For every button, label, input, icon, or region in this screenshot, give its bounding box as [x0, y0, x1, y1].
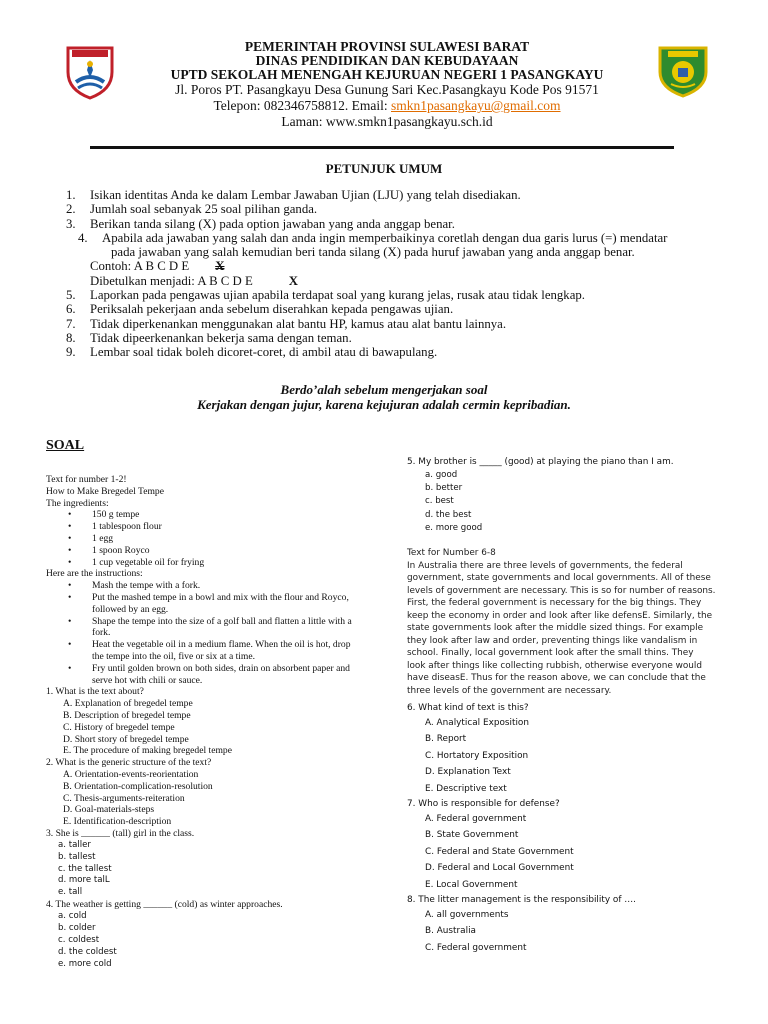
answer-option[interactable]: d. the best: [425, 509, 472, 520]
question-2: 2. What is the generic structure of the text?: [46, 757, 212, 769]
question-5: 5. My brother is _____ (good) at playing the piano than I am.: [407, 457, 674, 467]
ingredient-item: • 1 cup vegetable oil for frying: [46, 557, 386, 569]
answer-option[interactable]: a. cold: [58, 911, 87, 922]
step-item: • Shape the tempe into the size of a golf ball and flatten a little with a fork.: [46, 616, 362, 640]
question-1: 1. What is the text about?: [46, 686, 144, 698]
email-link[interactable]: smkn1pasangkayu@gmail.com: [391, 98, 561, 113]
answer-option[interactable]: E. Identification-description: [63, 816, 172, 828]
answer-option[interactable]: A. Federal government: [425, 814, 527, 825]
answer-option[interactable]: E. Descriptive text: [425, 783, 507, 794]
instruction-item: 1. Isikan identitas Anda ke dalam Lembar Jawaban Ujian (LJU) yang telah disediakan.: [66, 188, 521, 202]
answer-option[interactable]: C. Hortatory Exposition: [425, 750, 529, 761]
answer-option[interactable]: D. Federal and Local Government: [425, 863, 574, 874]
answer-option[interactable]: e. more good: [425, 522, 483, 533]
header-divider: [90, 146, 674, 149]
answer-option[interactable]: a. taller: [58, 839, 91, 850]
question-7: 7. Who is responsible for defense?: [407, 799, 560, 810]
text-intro: Text for number 1-2!: [46, 474, 127, 485]
corrected-line: [66, 274, 706, 288]
corrected-label: Dibetulkan menjadi: A B C D E: [90, 273, 253, 288]
question-8: 8. The litter management is the responsibility of ….: [407, 895, 636, 906]
ingredient-item: • 1 spoon Royco: [46, 545, 386, 557]
instruction-item: 9. Lembar soal tidak boleh dicoret-coret, di ambil atau di bawapulang.: [66, 345, 438, 360]
question-3: 3. She is ______ (tall) girl in the class.: [46, 827, 195, 839]
provincial-emblem-icon: [62, 42, 118, 100]
answer-option[interactable]: c. the tallest: [58, 863, 112, 874]
answer-option[interactable]: D. Explanation Text: [425, 767, 511, 778]
motto-line: Kerjakan dengan jujur, karena kejujuran adalah cermin kepribadian.: [197, 397, 571, 412]
instruction-item: 6. Periksalah pekerjaan anda sebelum diserahkan kepada pengawas ujian.: [66, 302, 454, 317]
step-item: • Mash the tempe with a fork.: [46, 580, 362, 592]
answer-option[interactable]: b. colder: [58, 922, 96, 933]
answer-option[interactable]: A. Orientation-events-reorientation: [63, 768, 199, 780]
answer-option[interactable]: C. Federal government: [425, 942, 527, 953]
answer-option[interactable]: b. tallest: [58, 851, 96, 862]
answer-option[interactable]: c. best: [425, 496, 454, 507]
answer-option[interactable]: B. Orientation-complication-resolution: [63, 780, 213, 792]
answer-option[interactable]: D. Goal-materials-steps: [63, 804, 155, 816]
instruction-item: 8. Tidak dipeerkenankan bekerja sama dengan teman.: [66, 330, 352, 345]
letterhead-phone: Telepon: 082346758812. Email:: [213, 98, 391, 113]
school-emblem-icon: [656, 42, 710, 98]
answer-option[interactable]: B. State Government: [425, 830, 519, 841]
letterhead-address: Jl. Poros PT. Pasangkayu Desa Gunung Sari Kec.Pasangkayu Kode Pos 91571: [175, 82, 599, 97]
instruction-item-continued: pada jawaban yang salah kemudian beri tanda silang (X) pada huruf jawaban yang anda anggap benar.: [111, 245, 635, 260]
answer-option[interactable]: A. Analytical Exposition: [425, 718, 529, 729]
example-line: [66, 259, 706, 273]
ingredient-item: • 1 egg: [46, 533, 386, 545]
letterhead-government: PEMERINTAH PROVINSI SULAWESI BARAT: [244, 39, 530, 54]
reading-passage: In Australia there are three levels of governments, the federal government, state governments and local governments. All of these levels of government are necessary. This is so for number of reasons. First, the federal government is necessary for the big things. They keep the economy in order and look after like defensE. Similarly, the state governments look after the middle sized things. For example they look after law and order, preventing things like vandalism in school. Finally, local government look after the small thins. They look after things like collecting rubbish, otherwise everyone would have diseasE. Thus for the reason above, we can conclude that the three levels of the government are necessary.: [407, 560, 716, 696]
answer-option[interactable]: B. Australia: [425, 926, 476, 937]
text-title: How to Make Bregedel Tempe: [46, 485, 164, 497]
instruction-item: 5. Laporkan pada pengawas ujian apabila terdapat soal yang kurang jelas, rusak atau tidak lengkap.: [66, 288, 585, 303]
letterhead-website: Laman: www.smkn1pasangkayu.sch.id: [281, 114, 493, 129]
answer-option[interactable]: C. Federal and State Government: [425, 846, 574, 857]
ingredients-label: The ingredients:: [46, 497, 109, 509]
instruction-item: 4. Apabila ada jawaban yang salah dan anda ingin memperbaikinya coretlah dengan dua garis lurus (=) mendatar: [78, 230, 668, 245]
instructions-list: [66, 188, 706, 360]
letterhead-contact: [118, 98, 656, 114]
answer-option[interactable]: B. Description of bregedel tempe: [63, 709, 191, 721]
motto: [0, 382, 768, 412]
answer-option[interactable]: B. Report: [425, 734, 467, 745]
answer-option[interactable]: c. coldest: [58, 934, 100, 945]
answer-option[interactable]: b. better: [425, 483, 463, 494]
step-item: • Heat the vegetable oil in a medium flame. When the oil is hot, drop the tempe into the oil, five or six at a time.: [46, 639, 362, 663]
letterhead-school: UPTD SEKOLAH MENENGAH KEJURUAN NEGERI 1 PASANGKAYU: [170, 67, 604, 82]
question-4: 4. The weather is getting ______ (cold) as winter approaches.: [46, 899, 283, 911]
instruction-item: 3. Berikan tanda silang (X) pada option jawaban yang anda anggap benar.: [66, 216, 455, 231]
instructions-label: Here are the instructions:: [46, 568, 143, 580]
answer-option[interactable]: E. Local Government: [425, 879, 518, 890]
questions-right-column: [407, 455, 725, 956]
corrected-mark: X: [288, 273, 299, 288]
ingredient-item: • 150 g tempe: [46, 509, 386, 521]
answer-option[interactable]: E. The procedure of making bregedel tempe: [63, 745, 232, 757]
answer-option[interactable]: D. Short story of bregedel tempe: [63, 733, 189, 745]
letterhead: [118, 40, 656, 130]
motto-line: Berdo’alah sebelum mengerjakan soal: [280, 382, 488, 397]
example-label: Contoh: A B C D E: [90, 259, 190, 274]
answer-option[interactable]: A. Explanation of bregedel tempe: [63, 698, 193, 710]
answer-option[interactable]: e. tall: [58, 887, 83, 898]
example-mark: X: [215, 259, 225, 274]
answer-option[interactable]: d. more talL: [58, 875, 110, 886]
text-intro: Text for Number 6-8: [407, 548, 496, 559]
answer-option[interactable]: C. History of bregedel tempe: [63, 721, 175, 733]
ingredient-item: • 1 tablespoon flour: [46, 521, 386, 533]
question-6: 6. What kind of text is this?: [407, 703, 529, 714]
questions-left-column: [46, 474, 386, 971]
instruction-item: 7. Tidak diperkenankan menggunakan alat bantu HP, kamus atau alat bantu lainnya.: [66, 316, 507, 331]
answer-option[interactable]: e. more cold: [58, 958, 112, 969]
answer-option[interactable]: a. good: [425, 470, 458, 480]
step-item: • Fry until golden brown on both sides, drain on absorbent paper and serve hot with chili or sauce.: [46, 663, 362, 687]
instruction-item: 2. Jumlah soal sebanyak 25 soal pilihan ganda.: [66, 202, 318, 217]
instructions-title: PETUNJUK UMUM: [325, 161, 443, 176]
answer-option[interactable]: C. Thesis-arguments-reiteration: [63, 792, 185, 804]
letterhead-department: DINAS PENDIDIKAN DAN KEBUDAYAAN: [255, 53, 519, 68]
step-item: • Put the mashed tempe in a bowl and mix with the flour and Royco, followed by an egg.: [46, 592, 362, 616]
soal-heading: SOAL: [46, 438, 85, 453]
answer-option[interactable]: d. the coldest: [58, 946, 117, 957]
answer-option[interactable]: A. all governments: [425, 910, 509, 921]
